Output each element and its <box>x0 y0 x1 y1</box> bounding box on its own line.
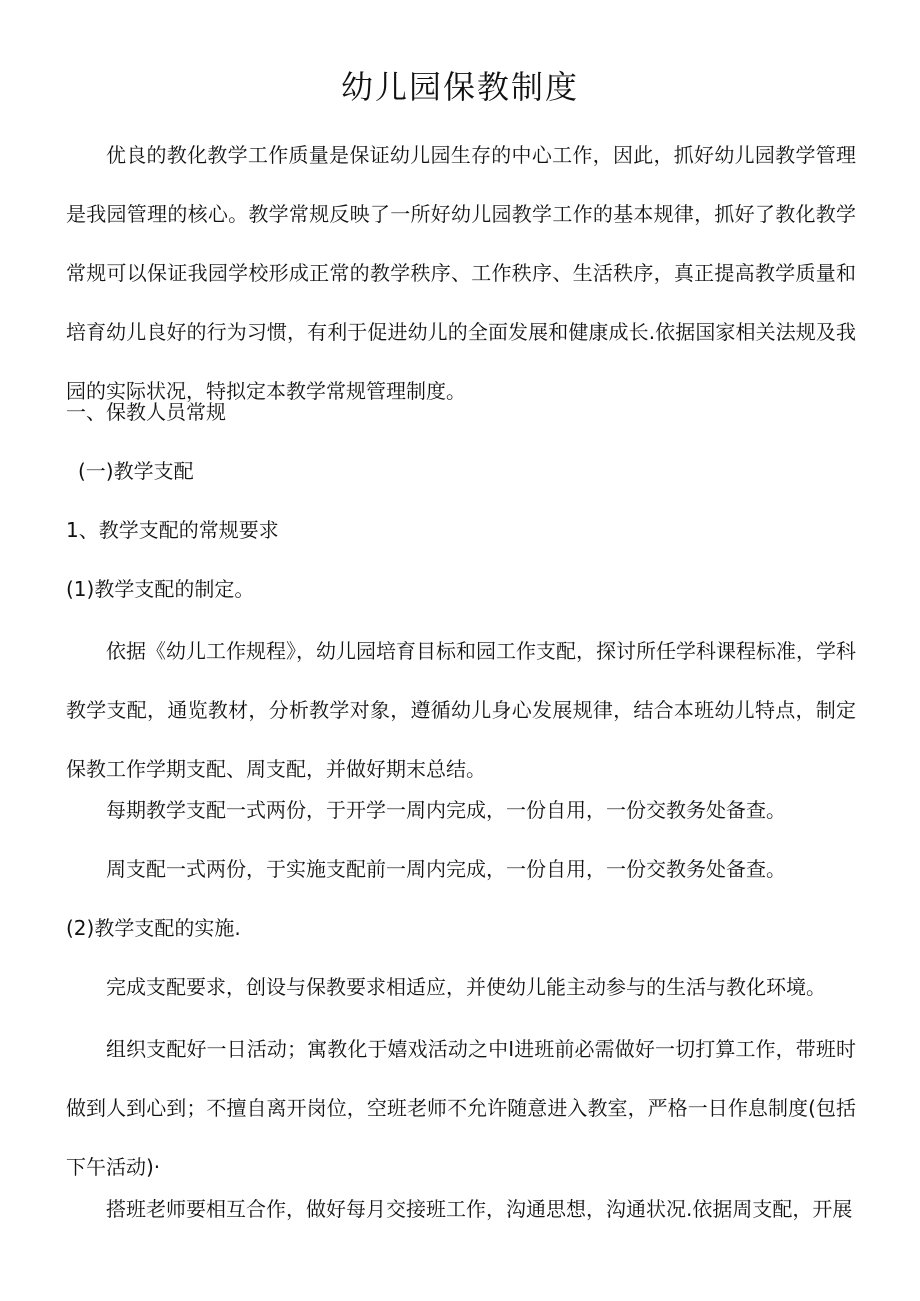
paragraph-cooperation: 搭班老师要相互合作，做好每月交接班工作，沟通思想，沟通状况.依据周支配，开展 <box>106 1197 853 1221</box>
paragraph-daily-activities: 组织支配好一日活动；寓教化于嬉戏活动之中I进班前必需做好一切打算工作，带班时做到人到心到；不擅自离开岗位，空班老师不允许随意进入教室，严格一日作息制度(包括下午活动)· <box>66 1037 856 1179</box>
subsection-heading-1: (一)教学支配 <box>78 459 194 483</box>
item-heading-1: 1、教学支配的常规要求 <box>66 518 279 542</box>
paragraph-plan-formulation: 依据《幼儿工作规程》，幼儿园培育目标和园工作支配，探讨所任学科课程标准，学科教学支配，通览教材，分析教学对象，遵循幼儿身心发展规律，结合本班幼儿特点，制定保教工作学期支配、周支配，并做好期末总结。 <box>66 639 856 781</box>
document-title: 幼儿园保教制度 <box>340 68 579 106</box>
paragraph-environment: 完成支配要求，创设与保教要求相适应，并使幼儿能主动参与的生活与教化环境。 <box>106 975 826 999</box>
section-heading-1: 一、保教人员常规 <box>66 400 226 424</box>
item-heading-1-1: (1)教学支配的制定。 <box>66 577 255 601</box>
item-heading-1-2: (2)教学支配的实施. <box>66 916 241 940</box>
paragraph-week-plan: 周支配一式两份，于实施支配前一周内完成，一份自用，一份交教务处备查。 <box>106 857 786 881</box>
paragraph-term-plan: 每期教学支配一式两份，于开学一周内完成，一份自用，一份交教务处备查。 <box>106 798 786 822</box>
intro-paragraph: 优良的教化教学工作质量是保证幼儿园生存的中心工作，因此，抓好幼儿园教学管理是我园管理的核心。教学常规反映了一所好幼儿园教学工作的基本规律，抓好了教化教学常规可以保证我园学校形成正常的教学秩序、工作秩序、生活秩序，真正提高教学质量和培育幼儿良好的行为习惯，有利于促进幼儿的全面发展和健康成长.依据国家相关法规及我园的实际状况，特拟定本教学常规管理制度。 <box>66 143 856 403</box>
